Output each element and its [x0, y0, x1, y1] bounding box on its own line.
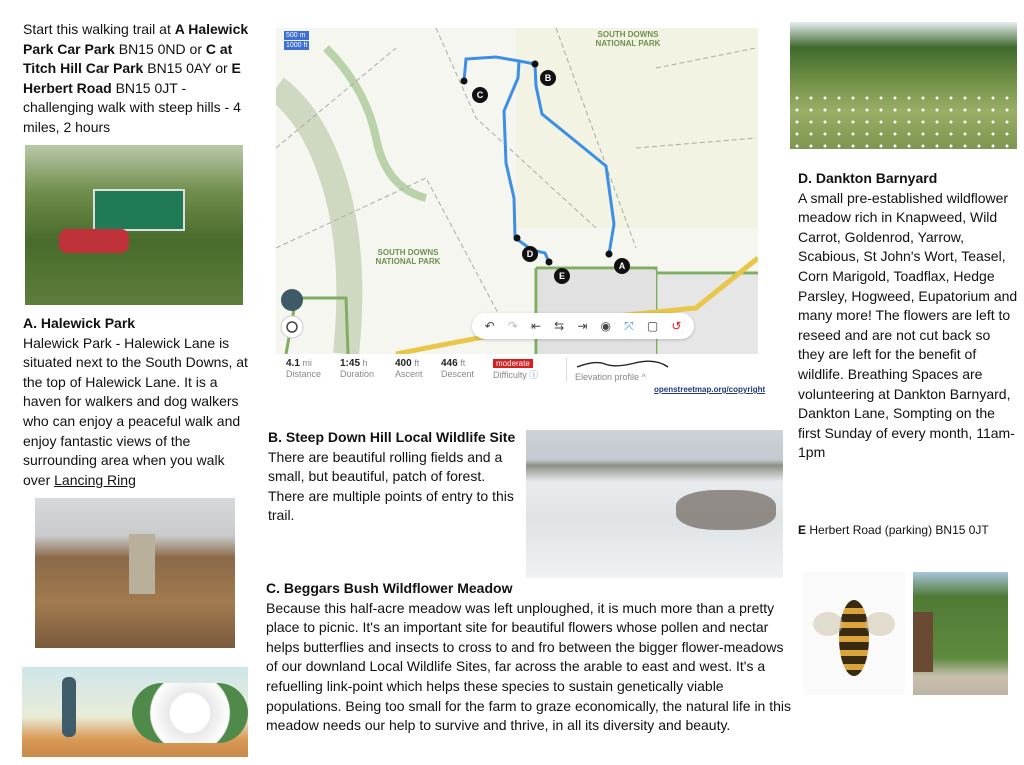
- trig-point-photo: [35, 498, 235, 648]
- redo-icon[interactable]: ↷: [507, 319, 518, 333]
- red-car: [59, 229, 129, 253]
- undo-icon[interactable]: ↶: [484, 319, 495, 333]
- park-sign: [93, 189, 185, 231]
- section-a: [23, 314, 251, 490]
- intro-part: BN15 0JT - challenging walk with steep hills - 4 miles, 2 hours: [23, 79, 241, 135]
- difficulty-badge: moderate: [493, 359, 533, 368]
- marker-b: B: [544, 73, 552, 83]
- section-c: [266, 579, 794, 736]
- crop-icon[interactable]: ▢: [646, 319, 659, 333]
- bee-wing: [813, 612, 843, 636]
- duration-value: 1:45: [340, 358, 361, 369]
- marker-c: C: [476, 90, 484, 100]
- section-d-heading: D. Dankton Barnyard: [798, 170, 938, 186]
- fence: [913, 612, 933, 672]
- map-toolbar: [472, 313, 694, 339]
- ascent-unit: ft: [414, 358, 420, 368]
- difficulty-label: Difficulty: [493, 370, 527, 380]
- section-e-text: Herbert Road (parking) BN15 0JT: [806, 523, 989, 537]
- bee-wing: [865, 612, 895, 636]
- duration-unit: h: [362, 358, 368, 368]
- daisies: [790, 92, 1017, 149]
- marker-e: E: [558, 271, 566, 281]
- ascent-label: Ascent: [395, 369, 423, 379]
- section-d-body: A small pre-established wildflower meadow rich in Knapweed, Wild Carrot, Goldenrod, Yarrow, Scabious, St John's Wort, Teasel, Corn Marigold, Toadflax, Hedge Parsley, Hogweed, Eupatorium and many more! The flowers are left to reseed and are not cut back so they are left for the benefit of wildlife. Breathing Spaces are volunteering at Dankton Barnyard, Dankton Lane, Sompting on the first Sunday of every month, 11am-1pm: [798, 189, 1018, 461]
- osm-copyright-link[interactable]: openstreetmap.org/copyright: [654, 385, 766, 394]
- descent-unit: ft: [460, 358, 466, 368]
- section-c-heading: C. Beggars Bush Wildflower Meadow: [266, 580, 513, 596]
- intro-part: BN15 0ND or: [114, 40, 206, 57]
- garden-phone-photo: [913, 572, 1008, 695]
- distance-unit: mi: [302, 358, 312, 368]
- duration-label: Duration: [340, 369, 375, 379]
- descent-value: 446: [441, 358, 458, 369]
- section-a-body: Halewick Park - Halewick Lane is situated next to the South Downs, at the top of Halewick Lane. It is a haven for walkers and dog walkers who can enjoy a peaceful walk and enjoy fantastic views of the surrounding area when you walk over: [23, 334, 248, 488]
- halewick-car-park-photo: [25, 145, 243, 305]
- descent-label: Descent: [441, 369, 475, 379]
- route-stats: [276, 354, 776, 400]
- trig-pillar: [129, 534, 155, 594]
- section-b-body: There are beautiful rolling fields and a small, but beautiful, patch of forest. There are multiple points of entry to this trail.: [268, 448, 514, 524]
- intro-text: [23, 20, 255, 138]
- marker-d: D: [526, 249, 534, 259]
- flower-bush: [132, 683, 248, 743]
- walkers-illustration: [22, 667, 248, 757]
- start-c: C at Titch Hill Car Park: [23, 40, 233, 77]
- elevation-sparkline: [575, 358, 670, 370]
- info-icon[interactable]: ⓘ: [529, 370, 539, 380]
- section-b-heading: B. Steep Down Hill Local Wildlife Site: [268, 429, 516, 445]
- intro-part: Start this walking trail at: [23, 21, 175, 37]
- walker-figure: [62, 677, 76, 737]
- bee-photo: [803, 572, 905, 695]
- scale-meters: 500 m: [284, 31, 309, 40]
- distance-value: 4.1: [286, 358, 300, 369]
- route-map[interactable]: [276, 28, 758, 354]
- section-b: [268, 428, 518, 526]
- park-label-top: SOUTH DOWNS NATIONAL PARK: [595, 30, 661, 48]
- lancing-ring-link[interactable]: Lancing Ring: [54, 471, 136, 488]
- ascent-value: 400: [395, 358, 412, 369]
- reverse-icon[interactable]: ⇆: [554, 319, 565, 333]
- to-start-icon[interactable]: ⇤: [530, 319, 541, 333]
- intro-part: BN15 0AY or: [143, 60, 232, 77]
- elevation-profile[interactable]: [566, 358, 670, 382]
- distance-label: Distance: [286, 369, 322, 379]
- section-d: [798, 169, 1020, 463]
- start-a: A Halewick Park Car Park: [23, 21, 249, 57]
- trees: [676, 490, 776, 530]
- bee-body: [839, 600, 869, 676]
- scale-feet: 1000 ft: [286, 42, 308, 49]
- marker-a: A: [618, 261, 626, 271]
- map-svg: [276, 28, 758, 354]
- reset-icon[interactable]: ↺: [671, 319, 682, 333]
- park-label-bottom: SOUTH DOWNS NATIONAL PARK: [375, 248, 441, 266]
- start-e: E Herbert Road: [23, 60, 241, 96]
- section-c-body: Because this half-acre meadow was left unploughed, it is much more than a pretty place to picnic. It's an important site for beautiful flowers whose pollen and nectar helps butterflies and insects to cross to and fro between the bigger flower-meadows of our downland Local Wildlife Sites, far across the arable to east and west. It's a refuelling link-point which helps these species to sustain genetically viable populations. Being too small for the farm to graze economically, the natural life in this meadow needs our help to survive and thrive, in all its diversity and beauty.: [266, 599, 792, 734]
- scale-bar: [284, 31, 309, 50]
- section-a-heading: A. Halewick Park: [23, 315, 136, 331]
- elevation-label: Elevation profile ^: [575, 372, 646, 382]
- snap-icon[interactable]: ⤧: [624, 318, 634, 333]
- section-e-label: E: [798, 523, 807, 537]
- wildflower-meadow-photo: [790, 22, 1017, 149]
- snowy-hills-photo: [526, 430, 783, 578]
- section-e: [798, 523, 989, 537]
- to-end-icon[interactable]: ⇥: [577, 319, 588, 333]
- eye-icon[interactable]: ◉: [600, 319, 611, 333]
